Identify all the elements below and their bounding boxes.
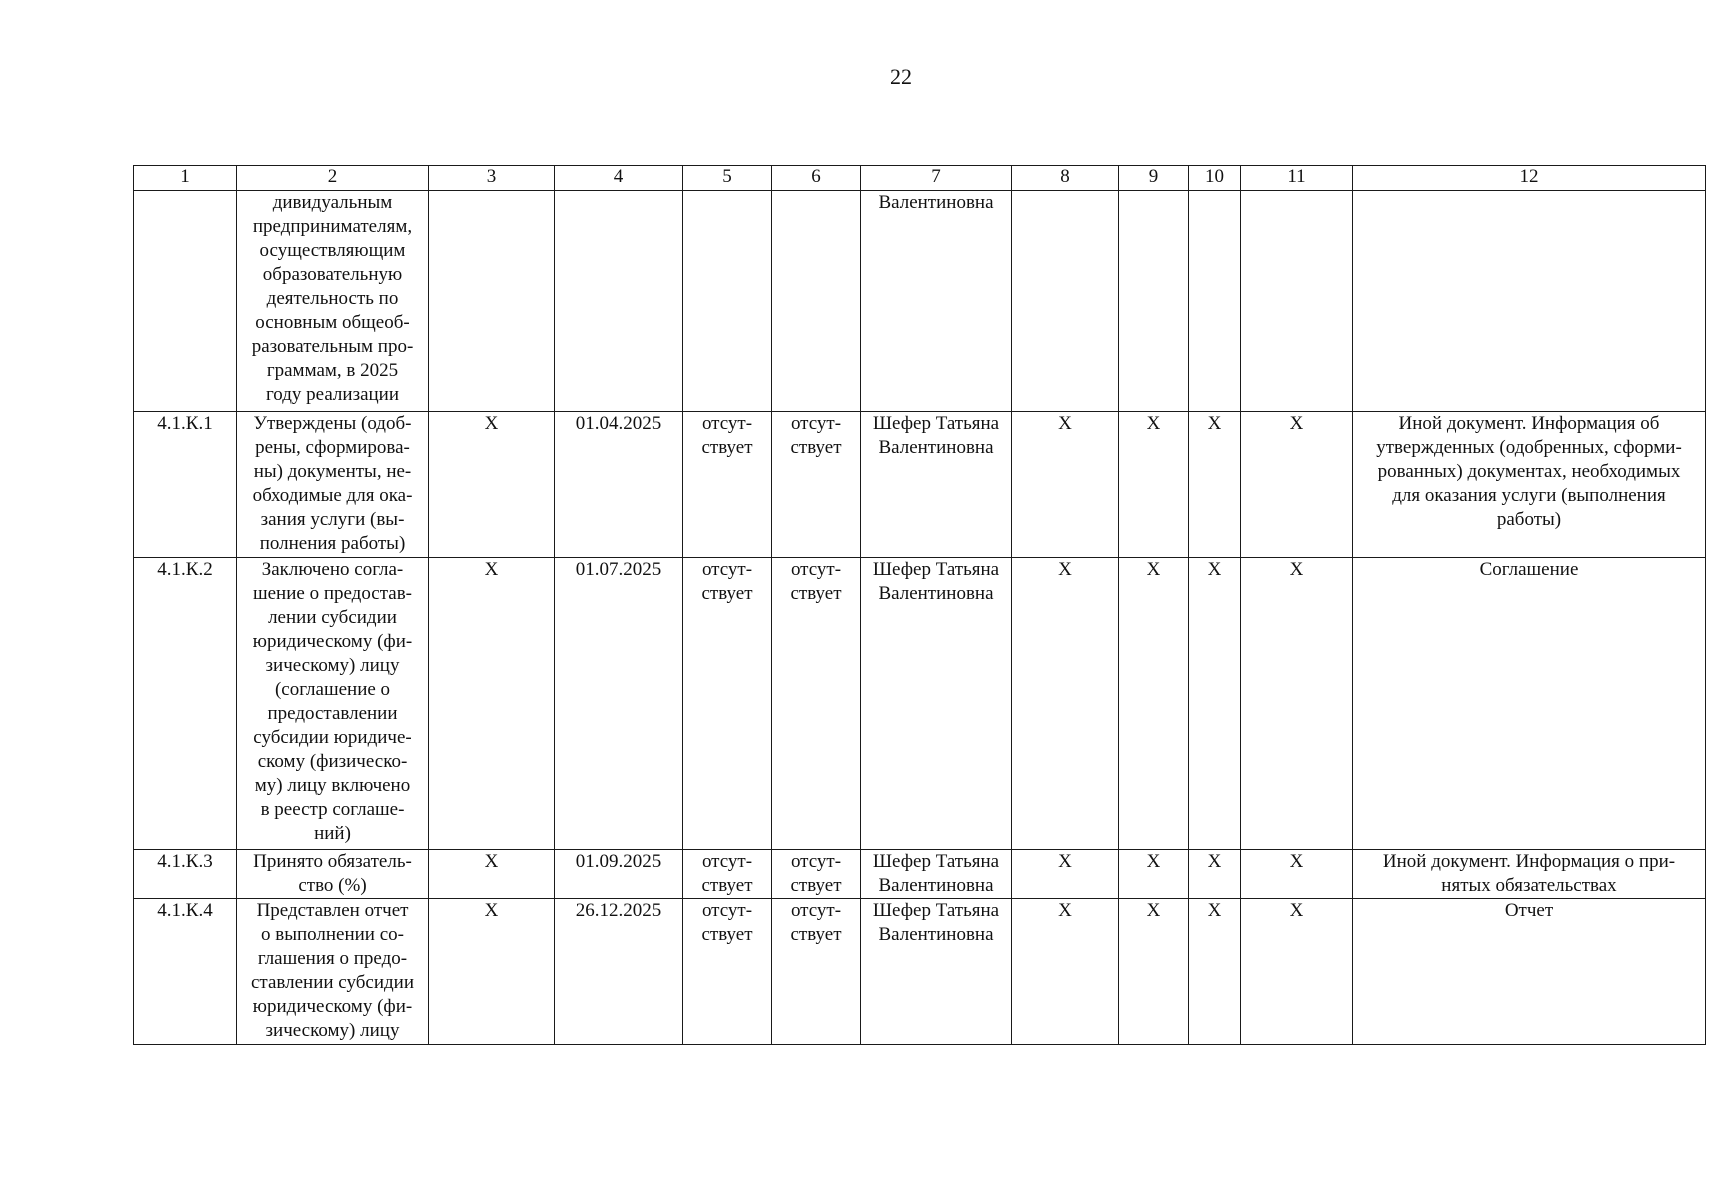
cell-text: Соглашение [1479, 559, 1579, 580]
table-row [134, 191, 1706, 412]
cell-text: 4.1.К.3 [157, 851, 213, 872]
table-cell-col-5 [683, 899, 772, 1045]
table-cell-col-8 [1012, 899, 1119, 1045]
column-header-10: 10 [1189, 166, 1241, 191]
cell-text: Шефер Татьяна Валентиновна [872, 851, 1000, 896]
table-row [134, 558, 1706, 850]
table-cell-col-1 [134, 412, 237, 558]
table-cell-col-3 [429, 558, 555, 850]
cell-text: Х [484, 413, 499, 434]
table-cell-col-9 [1119, 899, 1189, 1045]
cell-text: отсут- ствует [790, 559, 842, 604]
table-cell-col-10 [1189, 558, 1241, 850]
table-cell-col-9 [1119, 558, 1189, 850]
table-cell-col-8 [1012, 850, 1119, 899]
cell-text: Иной документ. Информация об утвержденных (одобренных, сформи- рованных) документах, необходимых для оказания услуги (выполнения работы) [1376, 413, 1682, 530]
table-cell-col-2 [237, 850, 429, 899]
table-cell-col-2 [237, 899, 429, 1045]
table-cell-col-7 [861, 899, 1012, 1045]
table-cell-col-10 [1189, 191, 1241, 412]
cell-text: Валентиновна [878, 192, 994, 213]
cell-text: отсут- ствует [701, 851, 753, 896]
table-cell-col-10 [1189, 850, 1241, 899]
table-cell-col-9 [1119, 191, 1189, 412]
table-cell-col-11 [1241, 899, 1353, 1045]
column-header-12: 12 [1353, 166, 1706, 191]
table-cell-col-10 [1189, 412, 1241, 558]
cell-text: отсут- ствует [790, 851, 842, 896]
cell-text: Иной документ. Информация о при- нятых обязательствах [1382, 851, 1676, 896]
table-cell-col-12 [1353, 850, 1706, 899]
cell-text: Х [1146, 900, 1161, 921]
column-header-8: 8 [1012, 166, 1119, 191]
table-cell-col-3 [429, 412, 555, 558]
table-cell-col-3 [429, 850, 555, 899]
column-header-9: 9 [1119, 166, 1189, 191]
table-cell-col-11 [1241, 412, 1353, 558]
cell-text: отсут- ствует [790, 900, 842, 945]
table-cell-col-6 [772, 191, 861, 412]
table-cell-col-4 [555, 850, 683, 899]
cell-text: Х [1146, 851, 1161, 872]
table-body [134, 191, 1706, 1045]
cell-text: Х [1058, 851, 1072, 872]
cell-text: Х [1058, 413, 1072, 434]
cell-text: Х [1289, 851, 1304, 872]
table-cell-col-1 [134, 899, 237, 1045]
cell-text: 01.07.2025 [575, 559, 662, 580]
table-cell-col-4 [555, 558, 683, 850]
table-cell-col-7 [861, 191, 1012, 412]
table-cell-col-11 [1241, 191, 1353, 412]
table-cell-col-7 [861, 850, 1012, 899]
cell-text: отсут- ствует [790, 413, 842, 458]
cell-text: Шефер Татьяна Валентиновна [872, 559, 1000, 604]
table-cell-col-1 [134, 558, 237, 850]
table-cell-col-12 [1353, 558, 1706, 850]
table-cell-col-4 [555, 899, 683, 1045]
cell-text: Х [1058, 900, 1072, 921]
table-cell-col-6 [772, 850, 861, 899]
table-cell-col-5 [683, 558, 772, 850]
table-cell-col-1 [134, 191, 237, 412]
table-cell-col-7 [861, 558, 1012, 850]
cell-text: 4.1.К.4 [157, 900, 213, 921]
cell-text: отсут- ствует [701, 900, 753, 945]
cell-text: 01.09.2025 [575, 851, 662, 872]
cell-text: 01.04.2025 [575, 413, 662, 434]
table-cell-col-5 [683, 191, 772, 412]
cell-text: отсут- ствует [701, 559, 753, 604]
cell-text: Шефер Татьяна Валентиновна [872, 900, 1000, 945]
column-header-3: 3 [429, 166, 555, 191]
column-header-5: 5 [683, 166, 772, 191]
cell-text: 4.1.К.1 [157, 413, 213, 434]
cell-text: Х [1289, 413, 1304, 434]
cell-text: Х [1207, 851, 1222, 872]
cell-text: Х [484, 900, 499, 921]
cell-text: Х [1207, 559, 1222, 580]
column-header-2: 2 [237, 166, 429, 191]
table-cell-col-3 [429, 191, 555, 412]
table-cell-col-9 [1119, 412, 1189, 558]
column-header-7: 7 [861, 166, 1012, 191]
cell-text: Х [484, 851, 499, 872]
cell-text: Х [1207, 413, 1222, 434]
table-cell-col-6 [772, 558, 861, 850]
table-cell-col-3 [429, 899, 555, 1045]
table-cell-col-2 [237, 558, 429, 850]
table-cell-col-5 [683, 412, 772, 558]
cell-text: Принято обязатель- ство (%) [253, 851, 412, 896]
table-cell-col-8 [1012, 191, 1119, 412]
cell-text: Х [1207, 900, 1222, 921]
cell-text: 26.12.2025 [575, 900, 662, 921]
cell-text: Х [1289, 900, 1304, 921]
table-cell-col-12 [1353, 899, 1706, 1045]
cell-text: Х [1146, 413, 1161, 434]
cell-text: Х [484, 559, 499, 580]
cell-text: Представлен отчет о выполнении со- глашения о предо- ставлении субсидии юридическому (фи- зическому) лицу [251, 900, 414, 1041]
table-cell-col-4 [555, 412, 683, 558]
column-header-4: 4 [555, 166, 683, 191]
table-cell-col-2 [237, 191, 429, 412]
table-cell-col-6 [772, 899, 861, 1045]
column-header-11: 11 [1241, 166, 1353, 191]
table-row [134, 850, 1706, 899]
table-cell-col-5 [683, 850, 772, 899]
table-cell-col-8 [1012, 412, 1119, 558]
table-row [134, 899, 1706, 1045]
cell-text: 4.1.К.2 [157, 559, 213, 580]
cell-text: отсут- ствует [701, 413, 753, 458]
table-cell-col-1 [134, 850, 237, 899]
table-cell-col-8 [1012, 558, 1119, 850]
table-cell-col-10 [1189, 899, 1241, 1045]
cell-text: Х [1058, 559, 1072, 580]
table-cell-col-12 [1353, 412, 1706, 558]
table-row [134, 412, 1706, 558]
cell-text: Утверждены (одоб- рены, сформирова- ны) документы, не- обходимые для ока- зания услуги (вы- полнения работы) [252, 413, 413, 554]
table-cell-col-12 [1353, 191, 1706, 412]
table-cell-col-9 [1119, 850, 1189, 899]
cell-text: Отчет [1504, 900, 1554, 921]
cell-text: Шефер Татьяна Валентиновна [872, 413, 1000, 458]
table-cell-col-4 [555, 191, 683, 412]
cell-text: дивидуальным предпринимателям, осуществляющим образовательную деятельность по основным общеоб- разовательным про- граммам, в 2025 году реализации [251, 192, 414, 405]
column-header-6: 6 [772, 166, 861, 191]
column-header-1: 1 [134, 166, 237, 191]
cell-text: Х [1289, 559, 1304, 580]
cell-text: Х [1146, 559, 1161, 580]
table-header-row [134, 166, 1706, 191]
table-cell-col-7 [861, 412, 1012, 558]
table-cell-col-11 [1241, 558, 1353, 850]
table-cell-col-2 [237, 412, 429, 558]
cell-text: Заключено согла- шение о предостав- лении субсидии юридическому (фи- зическому) лицу (соглашение о предоставлении субсидии юридиче- скому (физическо- му) лицу включено в реестр соглаше- ний) [252, 559, 413, 844]
page-number: 22 [890, 64, 912, 89]
table-cell-col-6 [772, 412, 861, 558]
table-cell-col-11 [1241, 850, 1353, 899]
plan-table [133, 165, 1706, 1045]
